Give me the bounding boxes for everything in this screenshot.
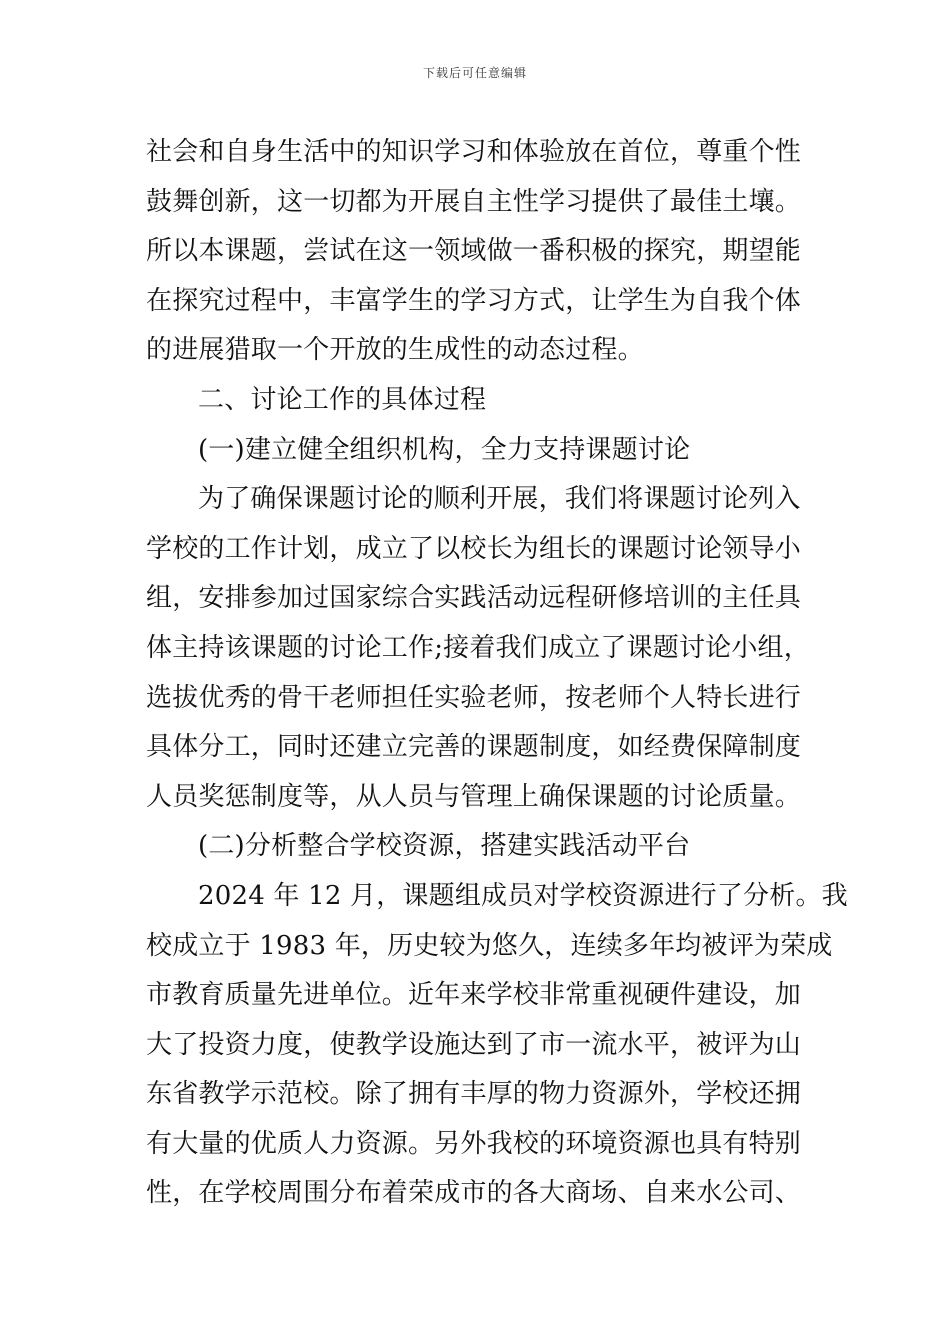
text-line: 校成立于 1983 年，历史较为悠久，连续多年均被评为荣成 bbox=[146, 930, 833, 961]
subsection-heading: (一)建立健全组织机构，全力支持课题讨论 bbox=[198, 434, 691, 465]
text-line: 社会和自身生活中的知识学习和体验放在首位，尊重个性 bbox=[146, 137, 802, 167]
text-line: 学校的工作计划，成立了以校长为组长的课题讨论领导小 bbox=[146, 533, 802, 564]
text-line: 为了确保课题讨论的顺利开展，我们将课题讨论列入 bbox=[198, 484, 801, 515]
text-line: 市教育质量先进单位。近年来学校非常重视硬件建设，加 bbox=[146, 980, 802, 1011]
section-heading: 二、讨论工作的具体过程 bbox=[198, 384, 487, 415]
subsection-heading: (二)分析整合学校资源，搭建实践活动平台 bbox=[198, 831, 691, 862]
text-line: 东省教学示范校。除了拥有丰厚的物力资源外，学校还拥 bbox=[146, 1079, 802, 1110]
text-line: 性，在学校周围分布着荣成市的各大商场、自来水公司、 bbox=[146, 1178, 802, 1209]
text-line: 大了投资力度，使教学设施达到了市一流水平，被评为山 bbox=[146, 1029, 802, 1060]
text-line: 鼓舞创新，这一切都为开展自主性学习提供了最佳土壤。 bbox=[146, 186, 802, 217]
text-line: 所以本课题，尝试在这一领域做一番积极的探究，期望能 bbox=[146, 236, 802, 267]
text-line: 体主持该课题的讨论工作;接着我们成立了课题讨论小组， bbox=[146, 632, 810, 663]
page-header-note: 下载后可任意编辑 bbox=[422, 66, 527, 80]
text-line: 在探究过程中，丰富学生的学习方式，让学生为自我个体 bbox=[146, 285, 802, 316]
text-line: 人员奖惩制度等，从人员与管理上确保课题的讨论质量。 bbox=[146, 781, 802, 812]
text-line: 有大量的优质人力资源。另外我校的环境资源也具有特别 bbox=[146, 1128, 802, 1159]
document-body bbox=[146, 128, 848, 1219]
text-line: 选拔优秀的骨干老师担任实验老师，按老师个人特长进行 bbox=[146, 682, 802, 713]
text-line: 组，安排参加过国家综合实践活动远程研修培训的主任具 bbox=[146, 583, 802, 614]
text-line: 的进展猎取一个开放的生成性的动态过程。 bbox=[146, 335, 644, 366]
text-line: 具体分工，同时还建立完善的课题制度，如经费保障制度 bbox=[146, 732, 802, 763]
text-line: 2024 年 12 月，课题组成员对学校资源进行了分析。我 bbox=[198, 880, 848, 911]
